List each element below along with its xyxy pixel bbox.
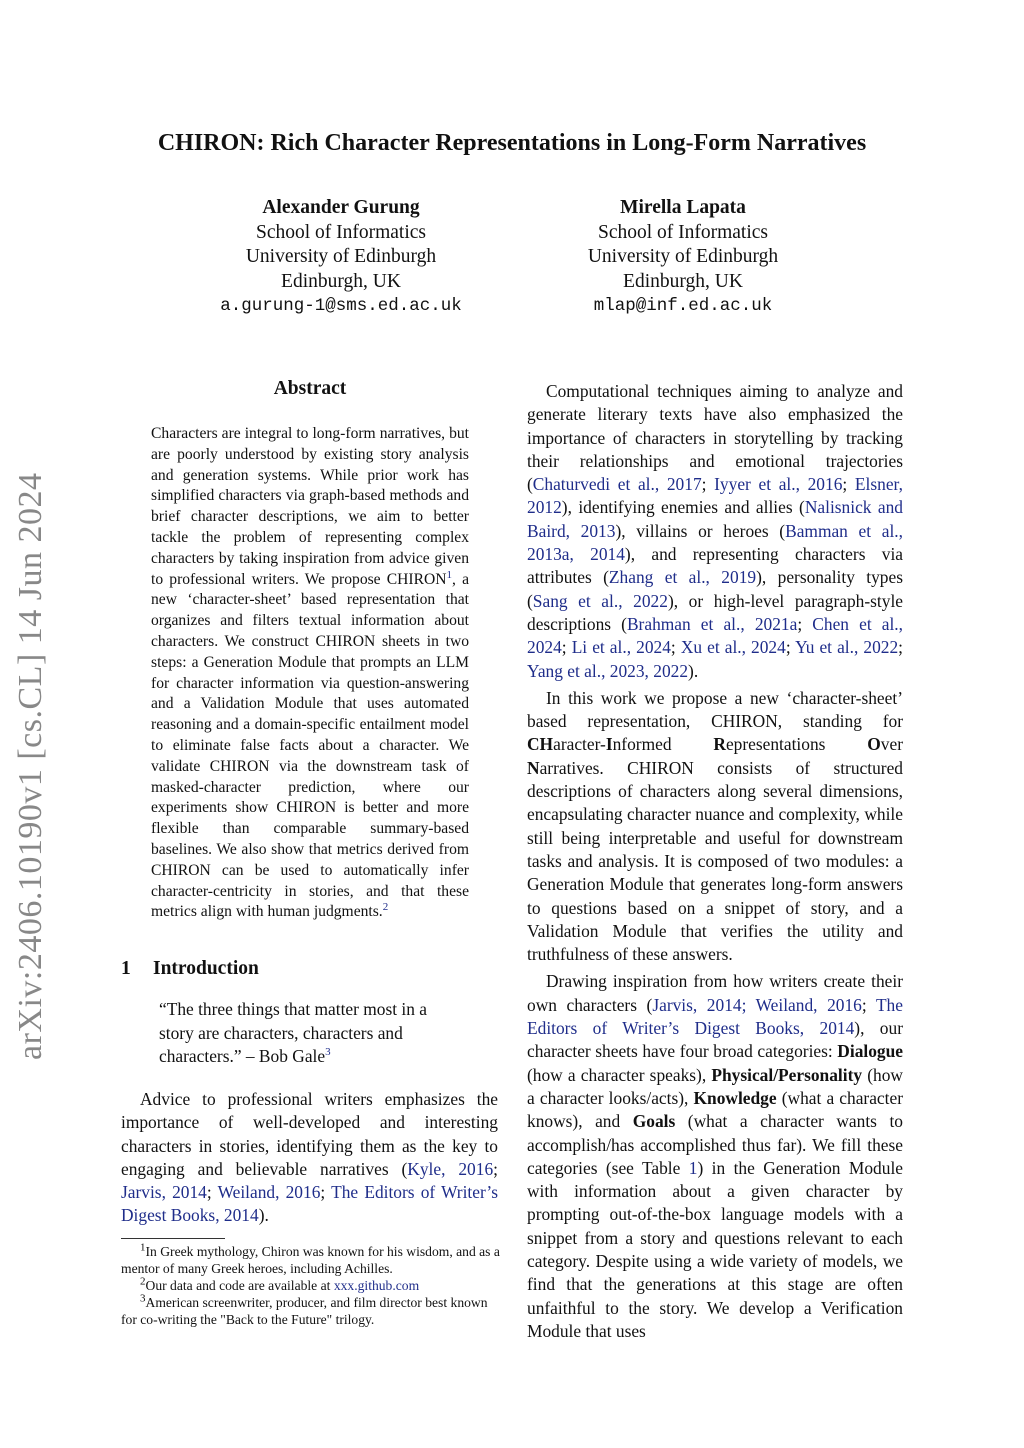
footnote-mark: 1: [140, 1241, 146, 1254]
quote-text: “The three things that matter most in a story are characters, characters and characters.” – Bob Gale: [159, 999, 428, 1066]
citation-link[interactable]: Sang et al., 2022: [532, 590, 668, 611]
footnote-divider: [121, 1238, 225, 1239]
paragraph-text: epresentations: [725, 734, 868, 755]
right-column: [527, 380, 903, 1347]
paragraph-text: (what a character wants to accomplish/has accomplished thus far). We fill these categories (see Table: [527, 1111, 903, 1178]
paragraph-text: ), villains or heroes (: [615, 520, 786, 541]
paragraph-text: Advice to professional writers emphasizes the importance of well-developed and interesting characters in stories, identifying them as the key to engaging and believable narratives (: [121, 1089, 498, 1179]
author-location: Edinburgh, UK: [623, 270, 743, 292]
section-title: Introduction: [153, 958, 259, 979]
paragraph-text: (what a character knows), and: [527, 1087, 903, 1132]
footnote-ref[interactable]: 1: [446, 568, 453, 581]
section-heading: [121, 958, 259, 980]
paragraph-text: ).: [688, 660, 699, 681]
citation-link[interactable]: Brahman et al., 2021a: [626, 613, 798, 634]
citation-link[interactable]: The Editors of Writer’s Digest Books, 2014: [527, 994, 903, 1039]
paragraph-text: arratives. CHIRON consists of structured descriptions of characters along several dimensions, encapsulating character nuance and complexity, while still being interpretable and useful for downstream tasks and analysis. It is composed of two modules: a Generation Module that generates long-form answers to questions based on a snippet of story, and a Validation Module that verifies the utility and truthfulness of these answers.: [527, 757, 903, 965]
abstract-text-part: , a new ‘character-sheet’ based representation that organizes and filters textual information about characters. We construct CHIRON sheets in two steps: a Generation Module that prompts an LLM for character information via question-answering and a Validation Module that uses automated reasoning and a domain-specific entailment model to eliminate false facts about a character. We validate CHIRON via the downstream task of masked-character prediction, where our experiments show CHIRON is better and more flexible than comparable summary-based baselines. We also show that metrics derived from CHIRON can be used to automatically infer character-centricity in stories, and that these metrics align with human judgments.: [151, 570, 470, 921]
author-dept: School of Informatics: [255, 221, 427, 243]
paragraph-text: ).: [258, 1205, 269, 1226]
category-term: Goals: [632, 1111, 676, 1132]
citation-link[interactable]: Nalisnick and Baird, 2013: [527, 497, 903, 541]
paragraph-text: In this work we propose a new ‘character-sheet’ based representation, CHIRON, standing for: [527, 687, 903, 732]
separator: ;: [842, 474, 855, 495]
separator: ;: [206, 1182, 218, 1203]
citation-link[interactable]: The Editors of Writer’s Digest Books, 2014: [121, 1182, 498, 1226]
paragraph-text: ver: [880, 734, 904, 755]
footnote-ref[interactable]: 2: [382, 901, 389, 914]
section-number: 1: [121, 958, 131, 979]
paragraph-text: ), our character sheets have four broad categories:: [527, 1018, 903, 1062]
separator: ;: [861, 994, 876, 1015]
category-term: Knowledge: [693, 1087, 777, 1108]
paragraph-categories: [527, 970, 903, 1343]
paragraph-related-work: [527, 380, 903, 683]
footnote-mark: 2: [140, 1275, 146, 1288]
acronym-letter: R: [713, 734, 726, 755]
abstract-text-part: Characters are integral to long-form narratives, but are poorly understood by existing story analysis and generation systems. While prior work has simplified characters via graph-based methods and brief character descriptions, we aim to better tackle the problem of representing complex characters by taking inspiration from advice given to professional writers. We propose CHIRON: [151, 425, 469, 588]
separator: ;: [898, 637, 904, 658]
epigraph-quote: [159, 998, 459, 1069]
author-name: Mirella Lapata: [620, 197, 746, 218]
separator: ;: [797, 613, 813, 634]
acronym-letter: I: [605, 734, 613, 755]
footnote-text: American screenwriter, producer, and film director best known for co-writing the "Back to the Future" trilogy.: [121, 1295, 488, 1327]
paragraph-text: (how a character looks/acts),: [527, 1064, 903, 1108]
author-dept: School of Informatics: [597, 221, 769, 243]
separator: ;: [785, 637, 796, 658]
author-block-2: [523, 196, 843, 319]
citation-link[interactable]: Elsner, 2012: [527, 474, 903, 518]
footnote-text: Our data and code are available at: [145, 1278, 334, 1293]
citation-link[interactable]: Chen et al., 2024: [527, 613, 904, 658]
citation-link[interactable]: Kyle, 2016: [407, 1158, 494, 1179]
abstract-text: [151, 424, 469, 923]
footnote-2: [121, 1277, 501, 1294]
arxiv-sidebar-stamp: arXiv:2406.10190v1 [cs.CL] 14 Jun 2024: [12, 472, 49, 1060]
separator: ;: [320, 1182, 332, 1203]
author-name: Alexander Gurung: [262, 197, 420, 218]
citation-link[interactable]: Iyyer et al., 2016: [714, 474, 843, 495]
paragraph-text: nformed: [612, 734, 714, 755]
footnote-mark: 3: [140, 1292, 146, 1305]
paragraph-text: ), or high-level paragraph-style descriptions (: [527, 590, 903, 634]
paragraph-text: aracter-: [553, 734, 606, 755]
acronym-letter: CH: [527, 734, 554, 755]
paragraph-text: Computational techniques aiming to analyze and generate literary texts have also emphasized the importance of characters in storytelling by tracking their relationships and emotional trajectories (: [527, 381, 903, 495]
footnote-1: [121, 1243, 501, 1277]
separator: ;: [493, 1158, 498, 1179]
separator: ;: [701, 474, 715, 495]
author-location: Edinburgh, UK: [281, 270, 401, 292]
citation-link[interactable]: Li et al., 2024: [571, 637, 671, 658]
paper-title: CHIRON: Rich Character Representations in Long-Form Narratives: [157, 130, 867, 156]
table-ref-link[interactable]: 1: [688, 1157, 698, 1178]
footnote-text: In Greek mythology, Chiron was known for his wisdom, and as a mentor of many Greek heroes, including Achilles.: [121, 1244, 500, 1276]
citation-link[interactable]: Yu et al., 2022: [795, 637, 899, 658]
acronym-letter: N: [527, 757, 540, 778]
abstract-heading: Abstract: [273, 378, 347, 399]
separator: ;: [670, 637, 681, 658]
citation-link[interactable]: Xu et al., 2024: [680, 637, 786, 658]
category-term: Physical/Personality: [711, 1064, 863, 1085]
footnotes: [121, 1243, 501, 1328]
citation-link[interactable]: Weiland, 2016: [217, 1182, 321, 1203]
paragraph-text: ), and representing characters via attributes (: [527, 544, 903, 588]
citation-link[interactable]: Zhang et al., 2019: [608, 567, 757, 588]
intro-paragraph: [121, 1088, 498, 1232]
citation-link[interactable]: Jarvis, 2014: [121, 1182, 207, 1203]
citation-link[interactable]: Jarvis, 2014; Weiland, 2016: [652, 994, 862, 1015]
footnote-ref[interactable]: 3: [325, 1046, 331, 1059]
author-email[interactable]: a.gurung-1@sms.ed.ac.uk: [220, 296, 462, 316]
acronym-letter: O: [867, 734, 881, 755]
citation-link[interactable]: Bamman et al., 2013a, 2014: [527, 520, 903, 565]
author-email[interactable]: mlap@inf.ed.ac.uk: [593, 296, 773, 316]
citation-link[interactable]: Chaturvedi et al., 2017: [532, 474, 702, 495]
category-term: Dialogue: [837, 1041, 903, 1062]
paragraph-proposal: [527, 687, 903, 967]
footnote-url-link[interactable]: xxx.github.com: [333, 1278, 420, 1293]
paragraph-text: Drawing inspiration from how writers create their own characters (: [527, 971, 903, 1015]
separator: ;: [561, 637, 572, 658]
paragraph-text: ), personality types (: [527, 567, 903, 611]
author-university: University of Edinburgh: [587, 246, 779, 267]
citation-link[interactable]: Yang et al., 2023, 2022: [527, 660, 689, 681]
footnote-3: [121, 1294, 501, 1328]
paragraph-text: ), identifying enemies and allies (: [561, 497, 805, 518]
paragraph-text: ) in the Generation Module with information about a given character by prompting out-of-the-box language models with a snippet from a story and questions relevant to each category. Despite using a wide variety of models, we find that the generations at this stage are often unfaithful to the story. We develop a Verification Module that uses: [527, 1157, 904, 1341]
author-university: University of Edinburgh: [245, 246, 437, 267]
author-block-1: [181, 196, 501, 319]
paragraph-text: (how a character speaks),: [527, 1064, 712, 1085]
